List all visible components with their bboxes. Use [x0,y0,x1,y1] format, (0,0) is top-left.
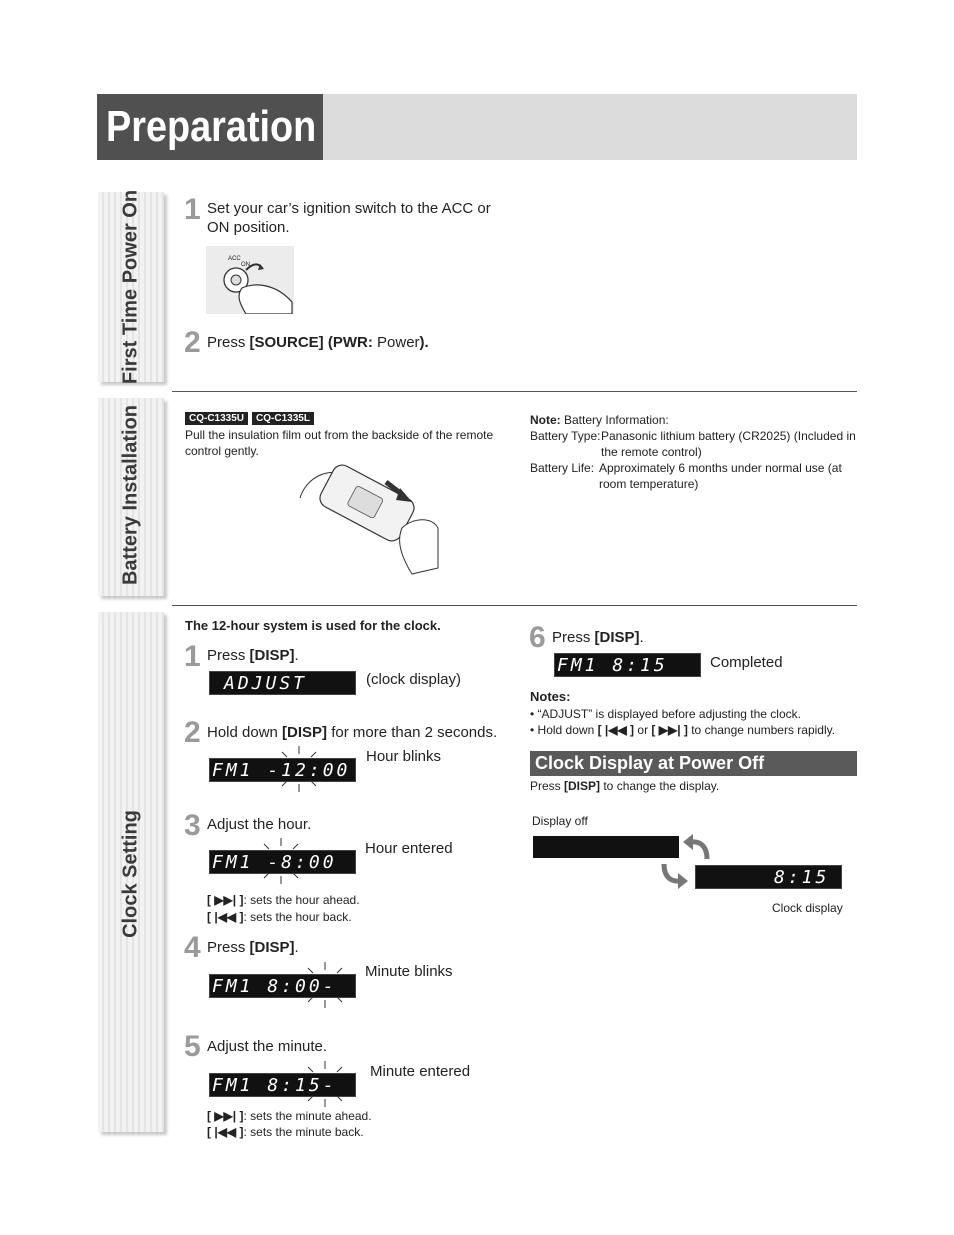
on-label: ON [241,262,250,268]
blink-rays-icon [258,838,304,884]
curved-arrow-icon [681,833,711,861]
text: : sets the minute back. [243,1125,364,1139]
step-text: Adjust the hour. [207,816,312,833]
step-number: 2 [184,716,201,749]
text: Press [207,939,250,956]
step-text: ON position. [207,219,290,236]
subsection-title: Clock Display at Power Off [535,753,765,773]
battery-life-value: room temperature) [599,477,699,491]
text: Press [530,779,565,793]
section-divider [172,391,857,392]
note-item [530,722,835,738]
next-key-icon: [ ▶▶| ] [651,723,688,737]
disp-key: [DISP] [282,724,328,741]
section-divider [172,605,857,606]
disp-key: [DISP] [564,779,601,793]
lcd-text: 8:15 [774,867,830,888]
step-number: 2 [184,326,201,359]
lcd-text: ADJUST [224,673,308,694]
text: Press [207,334,250,351]
key-hint [207,1124,364,1140]
step-text [207,724,497,741]
step-number: 1 [184,193,201,226]
lcd-text: FM1 8:15- [212,1075,337,1096]
lcd-display [209,671,356,695]
disp-key: [DISP] [594,629,640,646]
blink-rays-icon [302,962,348,1008]
text: Press [552,629,595,646]
lcd-text: FM1 -8:00 [212,852,337,873]
disp-key: [DISP] [249,939,295,956]
battery-type-label: Battery Type: [530,429,601,443]
battery-life-label: Battery Life: [530,461,595,475]
text: Press [207,647,250,664]
note-item: • “ADJUST” is displayed before adjusting the clock. [530,707,801,721]
lcd-text: FM1 8:00- [212,976,337,997]
clock-display-label: Clock display [772,901,843,915]
key-hint [207,1108,372,1124]
subsection-header [530,751,857,776]
lcd-caption: Hour blinks [366,748,442,765]
blink-rays-icon [276,746,322,792]
battery-instruction: Pull the insulation film out from the backside of the remote [185,428,494,442]
prev-key-icon: [ |◀◀ ] [597,723,635,737]
page-title: Preparation [106,102,317,151]
step-text [207,647,299,664]
ignition-key-illustration [206,246,294,314]
text: : sets the hour ahead. [243,893,360,907]
model-badge: CQ-C1335U [185,412,248,425]
tab-label: Battery Installation [119,404,142,586]
battery-life-value: Approximately 6 months under normal use (at [599,461,842,475]
battery-type-value: Panasonic lithium battery (CR2025) (Included in [601,429,856,443]
lcd-caption: Hour entered [365,840,453,857]
tab-first-time-power-on [98,189,164,385]
text: . [294,647,299,664]
disp-key: [DISP] [249,647,295,664]
lcd-caption: Completed [710,654,783,671]
text: ). [419,334,429,351]
clock-intro: The 12-hour system is used for the clock. [185,618,441,633]
text: : sets the minute ahead. [243,1109,372,1123]
display-off-label: Display off [532,814,588,828]
battery-note [530,412,669,428]
step-text [552,629,644,646]
prev-key-icon: [ |◀◀ ] [207,1125,244,1139]
step-number: 6 [529,621,546,654]
next-key-icon: [ ▶▶| ] [207,893,244,907]
key-hint [207,909,352,925]
text: • Hold down [530,723,598,737]
text: to change the display. [600,779,720,793]
remote-battery-illustration [292,458,440,578]
text: to change numbers rapidly. [687,723,836,737]
tab-clock-setting [98,612,164,1132]
step-text: Adjust the minute. [207,1038,328,1055]
lcd-display [554,653,701,677]
notes-label: Notes: [530,689,571,704]
text: . [294,939,299,956]
poweroff-instruction [530,778,719,794]
next-key-icon: [ ▶▶| ] [207,1109,244,1123]
battery-instruction: control gently. [185,444,259,458]
step-number: 5 [184,1030,201,1063]
step-text [207,939,299,956]
model-badge: CQ-C1335L [252,412,314,425]
step-text: Set your car’s ignition switch to the ACC or [207,200,491,217]
note-label: Note: [530,413,561,427]
text: or [634,723,652,737]
lcd-text: FM1 -12:00 [212,760,351,781]
key-hint [207,892,360,908]
lcd-caption: Minute entered [370,1063,471,1080]
lcd-text: FM1 8:15 [557,655,668,676]
source-key: [SOURCE] (PWR: [249,334,373,351]
lcd-caption: (clock display) [366,671,462,688]
text: for more than 2 seconds. [327,724,498,741]
display-off-lcd [533,836,679,858]
acc-label: ACC [228,256,241,262]
text: Power [372,334,420,351]
step-text [207,334,429,351]
step-number: 3 [184,809,201,842]
tab-label: First Time Power On [119,189,142,385]
text: : sets the hour back. [243,910,352,924]
lcd-caption: Minute blinks [365,963,453,980]
note-text: Battery Information: [560,413,669,427]
text: . [639,629,644,646]
step-number: 4 [184,931,201,964]
clock-lcd [695,865,842,889]
prev-key-icon: [ |◀◀ ] [207,910,244,924]
tab-label: Clock Setting [119,810,142,938]
text: Hold down [207,724,283,741]
step-number: 1 [184,640,201,673]
tab-battery-installation [98,398,164,596]
blink-rays-icon [302,1061,348,1107]
curved-arrow-icon [660,862,690,890]
model-badges [185,412,314,425]
battery-type-value: the remote control) [601,445,702,459]
